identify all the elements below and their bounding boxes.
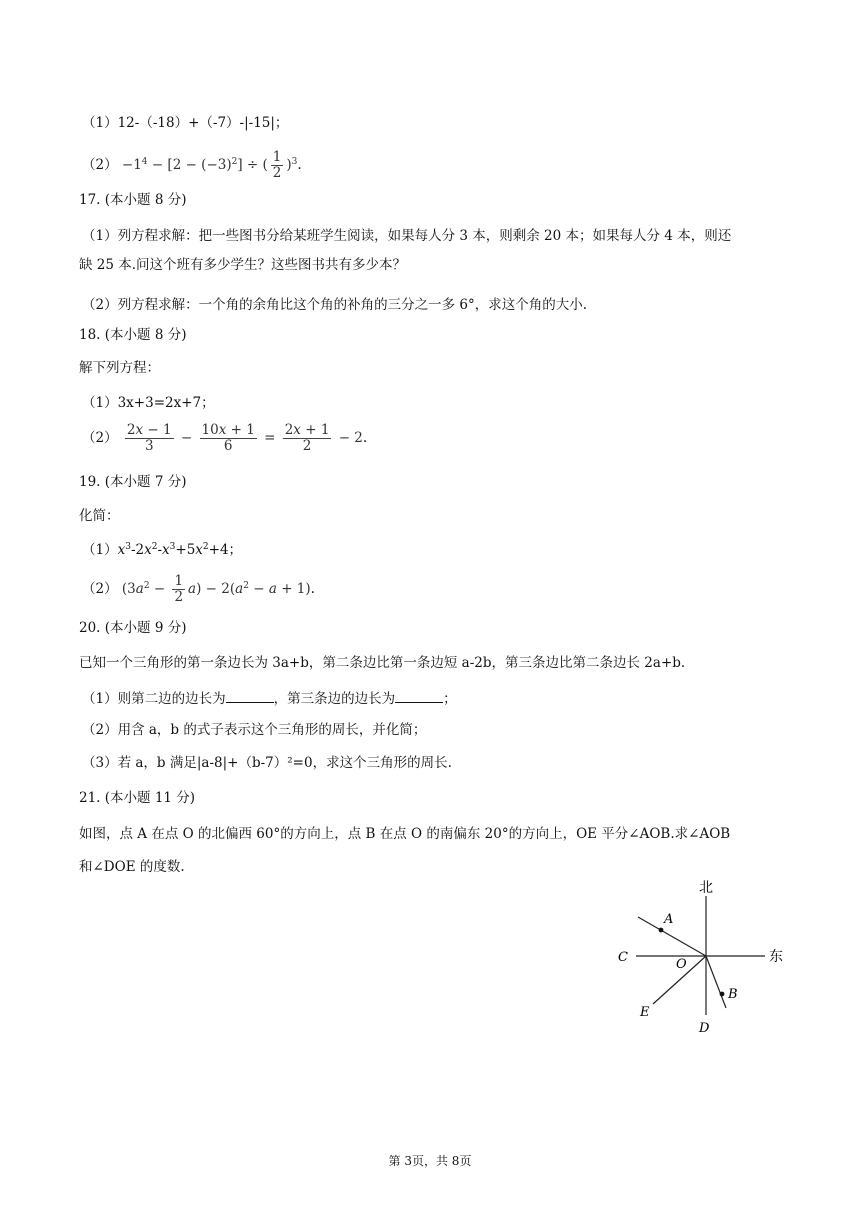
label-D: D	[699, 1021, 710, 1036]
expression: 12-（-18）+（-7）-|-15|；	[117, 115, 289, 131]
q20-part3: （3）若 a，b 满足|a-8|+（b-7）²=0，求这个三角形的周长.	[82, 755, 452, 771]
punctuation: .	[297, 157, 302, 173]
q19-part2	[82, 574, 315, 605]
q16-part1	[82, 113, 288, 133]
ray-OB	[706, 956, 726, 1008]
label-C: C	[618, 950, 628, 965]
text: ；	[443, 691, 457, 707]
formula-q19-2: ($3a^2$ − $\frac{1}{2}$ $a) - 2(a^2 - a + 1)$	[121, 573, 311, 605]
formula-q19-1: $x^3-2x^2-x^3+5x^2+4$；	[117, 542, 243, 558]
label-O: O	[676, 957, 687, 972]
formula-q16-2: $-1^4 - [2 - (-3)^2]$ ÷ ( $\frac{1}{2}$ )$^3$	[121, 149, 298, 181]
q17-part2: （2）列方程求解：一个角的余角比这个角的补角的三分之一多 6°，求这个角的大小.	[82, 297, 588, 313]
point-A-dot	[659, 928, 664, 933]
label-B: B	[728, 987, 738, 1002]
text: ，第三条边的边长为	[273, 691, 396, 707]
q20-part1	[82, 688, 457, 709]
q18-heading: 18. (本小题 8 分)	[79, 327, 187, 343]
part-label: （2）	[82, 157, 118, 173]
label-A: A	[664, 912, 674, 927]
direction-figure	[600, 870, 800, 1040]
q19-part1	[82, 540, 242, 560]
answer-blank-2	[395, 688, 443, 703]
q18-part2	[82, 423, 367, 454]
q20-intro: 已知一个三角形的第一条边长为 3a+b，第二条边比第一条边短 a-2b，第三条边比第二条边长 2a+b.	[79, 655, 686, 671]
q20-heading: 20. (本小题 9 分)	[79, 620, 187, 636]
page-footer: 第 3页，共 8页	[388, 1154, 472, 1168]
q20-part2: （2）用含 a，b 的式子表示这个三角形的周长，并化简；	[82, 722, 427, 738]
q16-part2	[82, 150, 302, 181]
q17-part1-line1: （1）列方程求解：把一些图书分给某班学生阅读，如果每人分 3 本，则剩余 20 本；如果每人分 4 本，则还	[82, 228, 732, 244]
label-E: E	[640, 1005, 650, 1020]
q19-heading: 19. (本小题 7 分)	[79, 474, 187, 490]
text: （1）则第二边的边长为	[82, 691, 226, 707]
punctuation: .	[310, 581, 315, 597]
q21-heading: 21. (本小题 11 分)	[79, 790, 196, 806]
q18-intro: 解下列方程：	[79, 360, 160, 376]
q21-line2: 和∠DOE 的度数.	[79, 859, 185, 875]
q17-heading: 17. (本小题 8 分)	[79, 192, 187, 208]
q18-part1: （1）3x+3=2x+7；	[82, 395, 215, 411]
answer-blank-1	[226, 688, 274, 703]
north-label: 北	[699, 880, 713, 896]
point-B-dot	[720, 992, 725, 997]
part-label: （1）	[82, 115, 118, 131]
punctuation: .	[362, 430, 368, 446]
part-label: （2）	[82, 430, 118, 446]
part-label: （1）	[82, 542, 118, 558]
q17-part1-line2: 缺 25 本.问这个班有多少学生？这些图书共有多少本？	[79, 257, 407, 273]
east-label: 东	[769, 949, 783, 965]
q21-line1: 如图，点 A 在点 O 的北偏西 60°的方向上，点 B 在点 O 的南偏东 20°的方向上，OE 平分∠AOB.求∠AOB	[79, 826, 731, 842]
q19-intro: 化简：	[79, 508, 120, 524]
part-label: （2）	[82, 581, 118, 597]
formula-q18-2: $\frac{2x - 1}{3}$ − $\frac{10x + 1}{6}$ = $\frac{2x + 1}{2}$ − 2	[126, 422, 363, 454]
